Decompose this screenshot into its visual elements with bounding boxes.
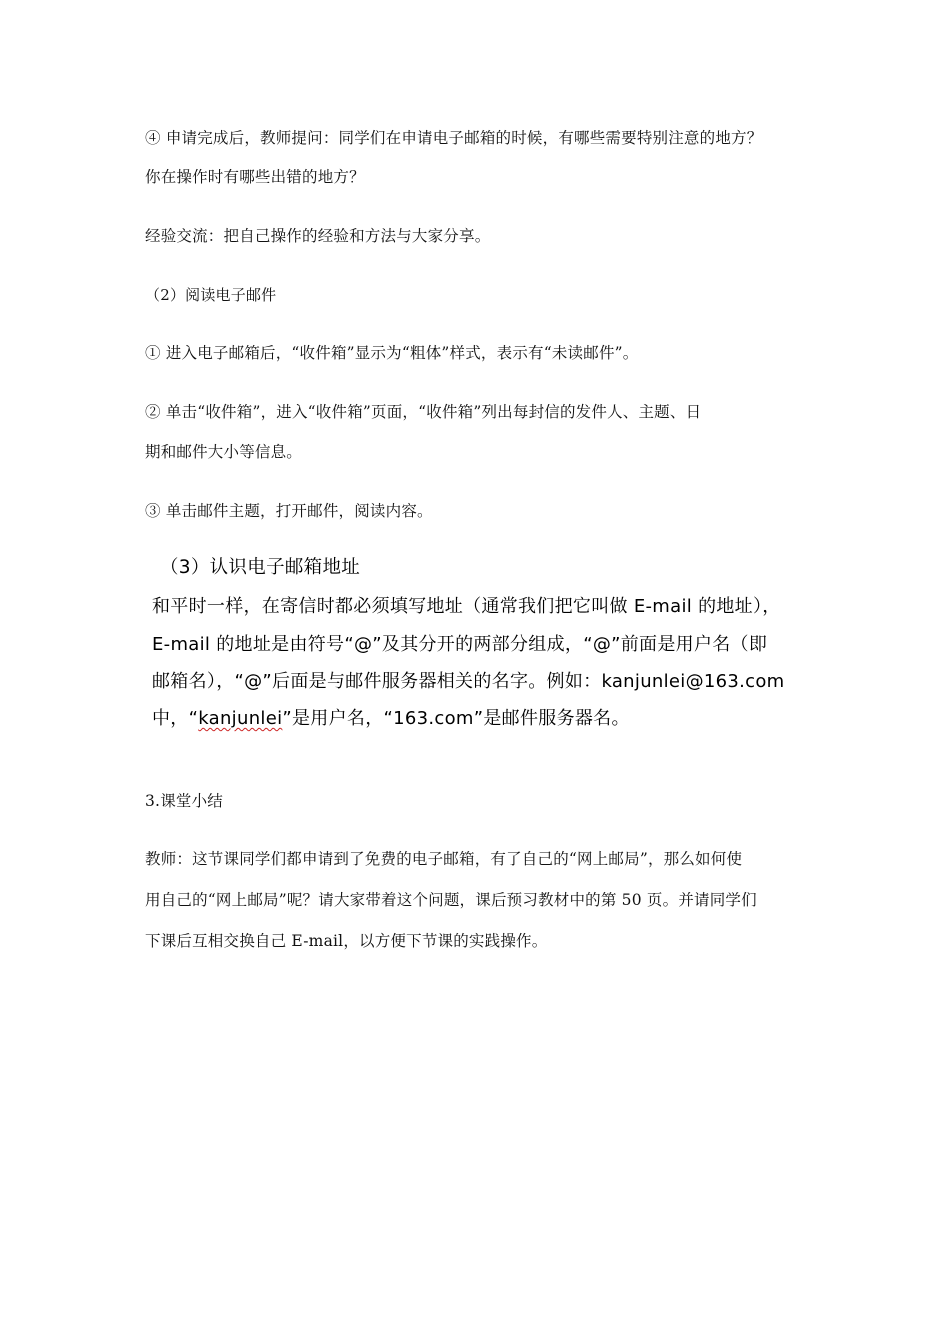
- paragraph-summary-line1: 教师：这节课同学们都申请到了免费的电子邮箱，有了自己的“网上邮局”，那么如何使: [145, 850, 743, 868]
- paragraph-step-2-line2: 期和邮件大小等信息。: [145, 443, 303, 461]
- email-address-explanation-block: [150, 552, 810, 742]
- section-heading-summary: 3.课堂小结: [145, 792, 223, 810]
- paragraph-step-1: ① 进入电子邮箱后，“收件箱”显示为“粗体”样式，表示有“未读邮件”。: [145, 344, 639, 362]
- email-explanation-line2: E-mail 的地址是由符号“@”及其分开的两部分组成，“@”前面是用户名（即: [152, 634, 768, 655]
- section-heading-email-address: （3）认识电子邮箱地址: [160, 557, 361, 578]
- email-explanation-line3: 邮箱名），“@”后面是与邮件服务器相关的名字。例如：kanjunlei@163.com: [152, 671, 785, 692]
- email-explanation-line4: [152, 707, 630, 731]
- paragraph-summary-line3: 下课后互相交换自己 E-mail，以方便下节课的实践操作。: [145, 932, 548, 950]
- paragraph-experience-exchange: 经验交流：把自己操作的经验和方法与大家分享。: [145, 227, 491, 245]
- paragraph-teacher-question-line2: 你在操作时有哪些出错的地方？: [145, 168, 365, 186]
- paragraph-step-3: ③ 单击邮件主题，打开邮件，阅读内容。: [145, 502, 433, 520]
- paragraph-summary-line2: 用自己的“网上邮局”呢？请大家带着这个问题，课后预习教材中的第 50 页。并请同学们: [145, 891, 757, 909]
- email-explanation-line4-prefix: 中，“: [152, 708, 199, 729]
- paragraph-teacher-question-line1: ④ 申请完成后，教师提问：同学们在申请电子邮箱的时候，有哪些需要特别注意的地方？: [145, 129, 763, 147]
- section-heading-read-email: （2）阅读电子邮件: [145, 286, 277, 304]
- username-example: kanjunlei: [198, 708, 283, 729]
- email-explanation-line1: 和平时一样，在寄信时都必须填写地址（通常我们把它叫做 E-mail 的地址），: [152, 596, 781, 617]
- email-explanation-line4-suffix: ”是用户名，“163.com”是邮件服务器名。: [282, 708, 630, 729]
- paragraph-step-2-line1: ② 单击“收件箱”，进入“收件箱”页面，“收件箱”列出每封信的发件人、主题、日: [145, 403, 702, 421]
